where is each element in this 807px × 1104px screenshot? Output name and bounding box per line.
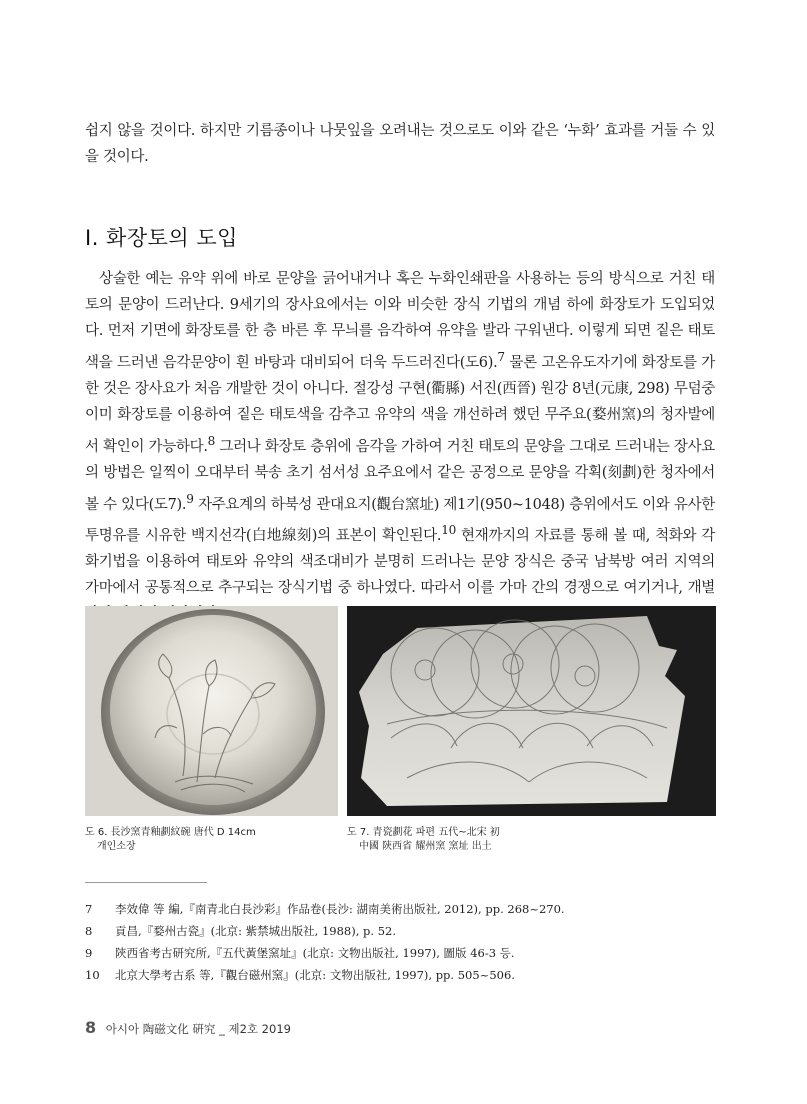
figure-7-shard-photo bbox=[347, 606, 716, 816]
footnote-number: 7 bbox=[85, 902, 93, 916]
body-text-segment: 그러나 화장토 층위에 음각을 가하여 거친 태토의 문양을 그대로 드러내는 장사요의 방법은 일찍이 오대부터 북송 초기 섬서성 요주요에서 같은 공정으로 문양을 각획(刻劃)한 청자에서 볼 수 있다(도7). bbox=[85, 438, 715, 513]
footnote-ref-8[interactable]: 8 bbox=[207, 433, 216, 448]
figure-6-caption bbox=[85, 826, 335, 854]
figure-7-caption-line1: 도 7. 青瓷劃花 파편 五代~北宋 初 bbox=[347, 827, 500, 838]
figure-6-bowl-photo bbox=[85, 606, 338, 816]
figure-7-caption bbox=[347, 826, 707, 854]
footnote-text: 陝西省考古研究所,『五代黃堡窯址』(北京: 文物出版社, 1997), 圖版 46-3 등. bbox=[115, 946, 515, 960]
intro-paragraph: 쉽지 않을 것이다. 하지만 기름종이나 나뭇잎을 오려내는 것으로도 이와 같은 ‘누화’ 효과를 거둘 수 있을 것이다. bbox=[85, 123, 715, 165]
footnote-item bbox=[85, 942, 715, 964]
section-heading: Ⅰ. 화장토의 도입 bbox=[85, 226, 238, 250]
footnote-ref-9[interactable]: 9 bbox=[186, 491, 194, 506]
figure-7-caption-line2: 中國 陝西省 耀州窯 窯址 出土 bbox=[359, 841, 492, 852]
footnote-divider bbox=[85, 882, 207, 883]
figure-6-caption-line1: 도 6. 長沙窯青釉劃紋碗 唐代 D 14cm bbox=[85, 827, 256, 838]
footnote-ref-7[interactable]: 7 bbox=[497, 350, 505, 364]
running-title: 아시아 陶磁文化 硏究 _ 제2호 2019 bbox=[105, 1022, 291, 1036]
footnote-item bbox=[85, 898, 715, 920]
shard-illustration bbox=[347, 606, 716, 816]
page-number: 8 bbox=[85, 1018, 97, 1037]
footnote-item bbox=[85, 920, 715, 942]
body-paragraph bbox=[85, 266, 715, 627]
bowl-illustration bbox=[85, 606, 338, 816]
footnote-number: 8 bbox=[85, 924, 93, 938]
footnote-text: 貢昌,『婺州古瓷』(北京: 紫禁城出版社, 1988), p. 52. bbox=[115, 924, 397, 938]
body-text-segment: 현재까지의 자료를 통해 볼 때, 척화와 각화기법을 이용하여 태토와 유약의 색조대비가 분명히 드러나는 문양 장식은 중국 남북방 여러 지역의 가마에서 공통적으로 추구되는 장식기법 중 하나였다. 따라서 이를 가마 간의 경쟁으로 여기거나, 개별 bbox=[85, 528, 715, 597]
footnote-list bbox=[85, 898, 715, 986]
footnote-number: 9 bbox=[85, 946, 93, 960]
body-text-segment: 물론 고온유도자기에 화장토를 가한 것은 장사요가 처음 개발한 것이 아니다. 절강성 구현(衢縣) 서진(西晉) 원강 8년(元康, 298) 무덤중 이미 화장토를 이용하여 짙은 태토색을 감추고 유약의 색을 개선하려 했던 무주요(婺州窯)의 청자발에서 확인이 가능하다. bbox=[85, 354, 715, 455]
footnote-text: 李效偉 等 編,『南青北白長沙彩』作品卷(長沙: 湖南美術出版社, 2012), pp. 268~270. bbox=[115, 902, 565, 916]
footnote-text: 北京大學考古系 等,『觀台磁州窯』(北京: 文物出版社, 1997), pp. 505~506. bbox=[115, 968, 515, 982]
footnote-number: 10 bbox=[85, 968, 100, 982]
page-footer bbox=[85, 1018, 291, 1037]
footnote-item bbox=[85, 964, 715, 986]
figure-6-caption-line2: 개인소장 bbox=[97, 841, 136, 852]
body-text-segment: 상술한 예는 유약 위에 바로 문양을 긁어내거나 혹은 누화인쇄판을 사용하는 등의 방식으로 거친 태토의 문양이 드러난다. 9세기의 장사요에서는 이와 비슷한 장식 기법의 개념 하에 화장토가 도입되었다. 먼저 기면에 화장토를 한 층 바른 후 무늬를 음각하여 유약을 발라 구워낸다. 이렇게 되면 짙은 태토색을 드러낸 음각문양이 흰 바탕과 대비되어 더욱 두드러진다(도6). bbox=[85, 271, 715, 371]
body-text-segment: 자주요계의 하북성 관대요지(觀台窯址) 제1기(950~1048) 층위에서도 이와 유사한 투명유를 시유한 백지선각(白地線刻)의 표본이 확인된다. bbox=[85, 496, 715, 545]
footnote-ref-10[interactable]: 10 bbox=[441, 523, 456, 538]
